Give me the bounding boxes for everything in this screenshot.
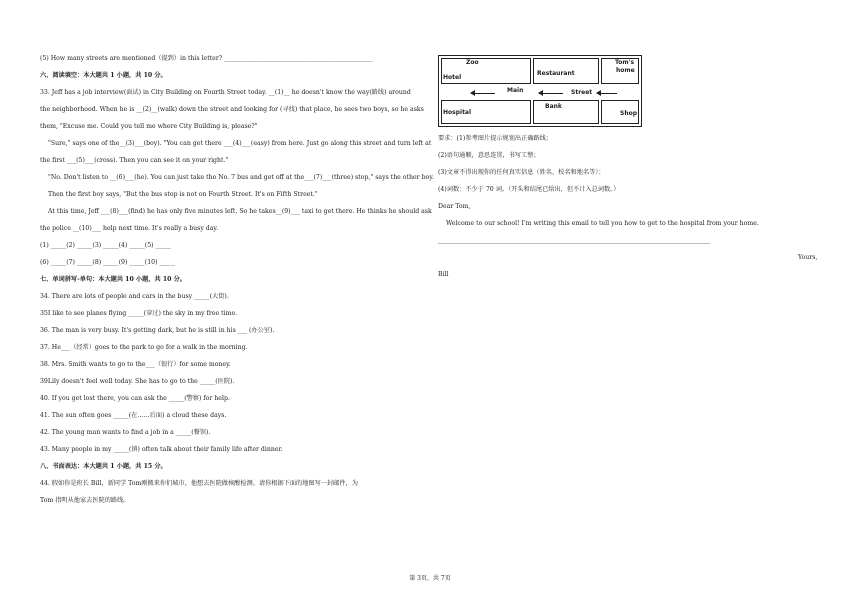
street-map bbox=[438, 55, 642, 127]
map-block-bank bbox=[533, 100, 599, 124]
map-arrow-left-1 bbox=[471, 93, 495, 94]
passage-33-line-1: 33. Jeff has a job interview(面试) in City Building on Fourth Street today. __(1)__ he doesn't know the way(路线) around bbox=[40, 89, 411, 96]
question-43: 43. Many people in my _____(镇) often talk about their family life after dinner. bbox=[40, 446, 283, 453]
letter-signature: Bill bbox=[438, 271, 449, 278]
answer-line bbox=[438, 243, 710, 244]
map-label-home: home bbox=[616, 67, 635, 74]
letter-opening: Welcome to our school! I'm writing this email to tell you how to get to the hospital from your home. bbox=[446, 220, 759, 227]
question-34: 34. There are lots of people and cars in the busy _____(大街). bbox=[40, 293, 229, 300]
letter-greeting: Dear Tom, bbox=[438, 203, 471, 210]
answer-blanks-6-10: (6) _____(7) _____(8) _____(9) _____(10) _____ bbox=[40, 259, 175, 266]
passage-33-line-9: the police __(10)___ help next time. It's really a busy day. bbox=[40, 225, 219, 232]
question-38: 38. Mrs. Smith wants to go to the___（银行）for some money. bbox=[40, 361, 231, 368]
section-7-header: 七、单词拼写-单句：本大题共 10 小题，共 10 分。 bbox=[40, 276, 186, 283]
requirement-2: (2)语句通顺，意思连贯，书写工整； bbox=[438, 152, 540, 159]
map-label-hospital: Hospital bbox=[443, 109, 472, 116]
requirement-3: (3)文章不得出现你的任何真实信息（姓名、校名和地名等）； bbox=[438, 169, 605, 176]
passage-33-line-5: the first ___(5)___(cross). Then you can see it on your right." bbox=[40, 157, 229, 164]
passage-33-line-2: the neighborhood. When he is __(2)__(walk) down the street and looking for (寻找) that place, he sees two boys, so he asks bbox=[40, 106, 424, 113]
map-label-main: Main bbox=[507, 87, 524, 94]
requirement-4: (4)词数：不少于 70 词。（开头和结尾已给出，但不计入总词数。） bbox=[438, 186, 620, 193]
question-41: 41. The sun often goes _____(在……后面) a cloud these days. bbox=[40, 412, 227, 419]
question-36: 36. The man is very busy. It's getting dark, but he is still in his ___ (办公室). bbox=[40, 327, 275, 334]
passage-33-line-8: At this time, Jeff ___(8)___(find) he has only five minutes left. So he takes__(9)___ taxi to get there. He thinks he should ask bbox=[48, 208, 432, 215]
letter-closing: Yours, bbox=[798, 254, 818, 261]
answer-blanks-1-5: (1) _____(2) _____(3) _____(4) _____(5) _____ bbox=[40, 242, 172, 249]
section-8-header: 八、书面表达：本大题共 1 小题，共 15 分。 bbox=[40, 463, 167, 470]
map-arrow-left-2 bbox=[539, 93, 563, 94]
map-label-zoo: Zoo bbox=[466, 59, 479, 66]
passage-33-line-4: "Sure," says one of the__(3)___(boy). "You can get there ___(4)___(easy) from here. Just go along this street and turn left at bbox=[48, 140, 432, 147]
page-number-footer: 第 3页，共 7页 bbox=[409, 575, 451, 582]
map-label-bank: Bank bbox=[545, 103, 562, 110]
map-arrow-left-3 bbox=[597, 93, 617, 94]
map-label-street: Street bbox=[571, 89, 593, 96]
question-40: 40. If you get lost there, you can ask the _____(警察) for help. bbox=[40, 395, 230, 402]
question-35: 35I like to see planes flying _____(穿过) the sky in my free time. bbox=[40, 310, 238, 317]
map-label-shop: Shop bbox=[620, 110, 638, 117]
map-label-hotel: Hotel bbox=[443, 74, 462, 81]
question-42: 42. The young man wants to find a job in a _____(餐馆). bbox=[40, 429, 211, 436]
map-label-restaurant: Restaurant bbox=[537, 70, 575, 77]
section-6-header: 六、阅读填空：本大题共 1 小题，共 10 分。 bbox=[40, 72, 167, 79]
question-44-line-1: 44. 假如你是班长 Bill，新同学 Tom刚搬来你们城市，他想去医院做核酸检测。请你根据下面的地图写一封邮件，为 bbox=[40, 480, 358, 487]
map-label-toms: Tom's bbox=[615, 59, 635, 66]
passage-33-line-3: them, "Excuse me. Could you tell me where City Building is, please?" bbox=[40, 123, 258, 130]
requirement-1: 要求：(1)参考图片提示规划出正确路线； bbox=[438, 135, 552, 142]
question-39: 39Lily doesn't feel well today. She has to go to the _____(医院). bbox=[40, 378, 235, 385]
passage-33-line-6: "No. Don't listen to __(6)___(he). You can just take the No. 7 bus and get off at the___(7)___(three) stop," says the other boy. bbox=[48, 174, 434, 181]
question-37: 37. He___（经常）goes to the park to go for a walk in the morning. bbox=[40, 344, 248, 351]
question-5: (5) How many streets are mentioned（提到）in this letter? ________________________________________________ bbox=[40, 55, 373, 62]
question-44-line-2: Tom 指明从他家去医院的路线。 bbox=[40, 497, 130, 504]
passage-33-line-7: Then the first boy says, "But the bus stop is not on Fourth Street. It's on Fifth Street." bbox=[48, 191, 318, 198]
